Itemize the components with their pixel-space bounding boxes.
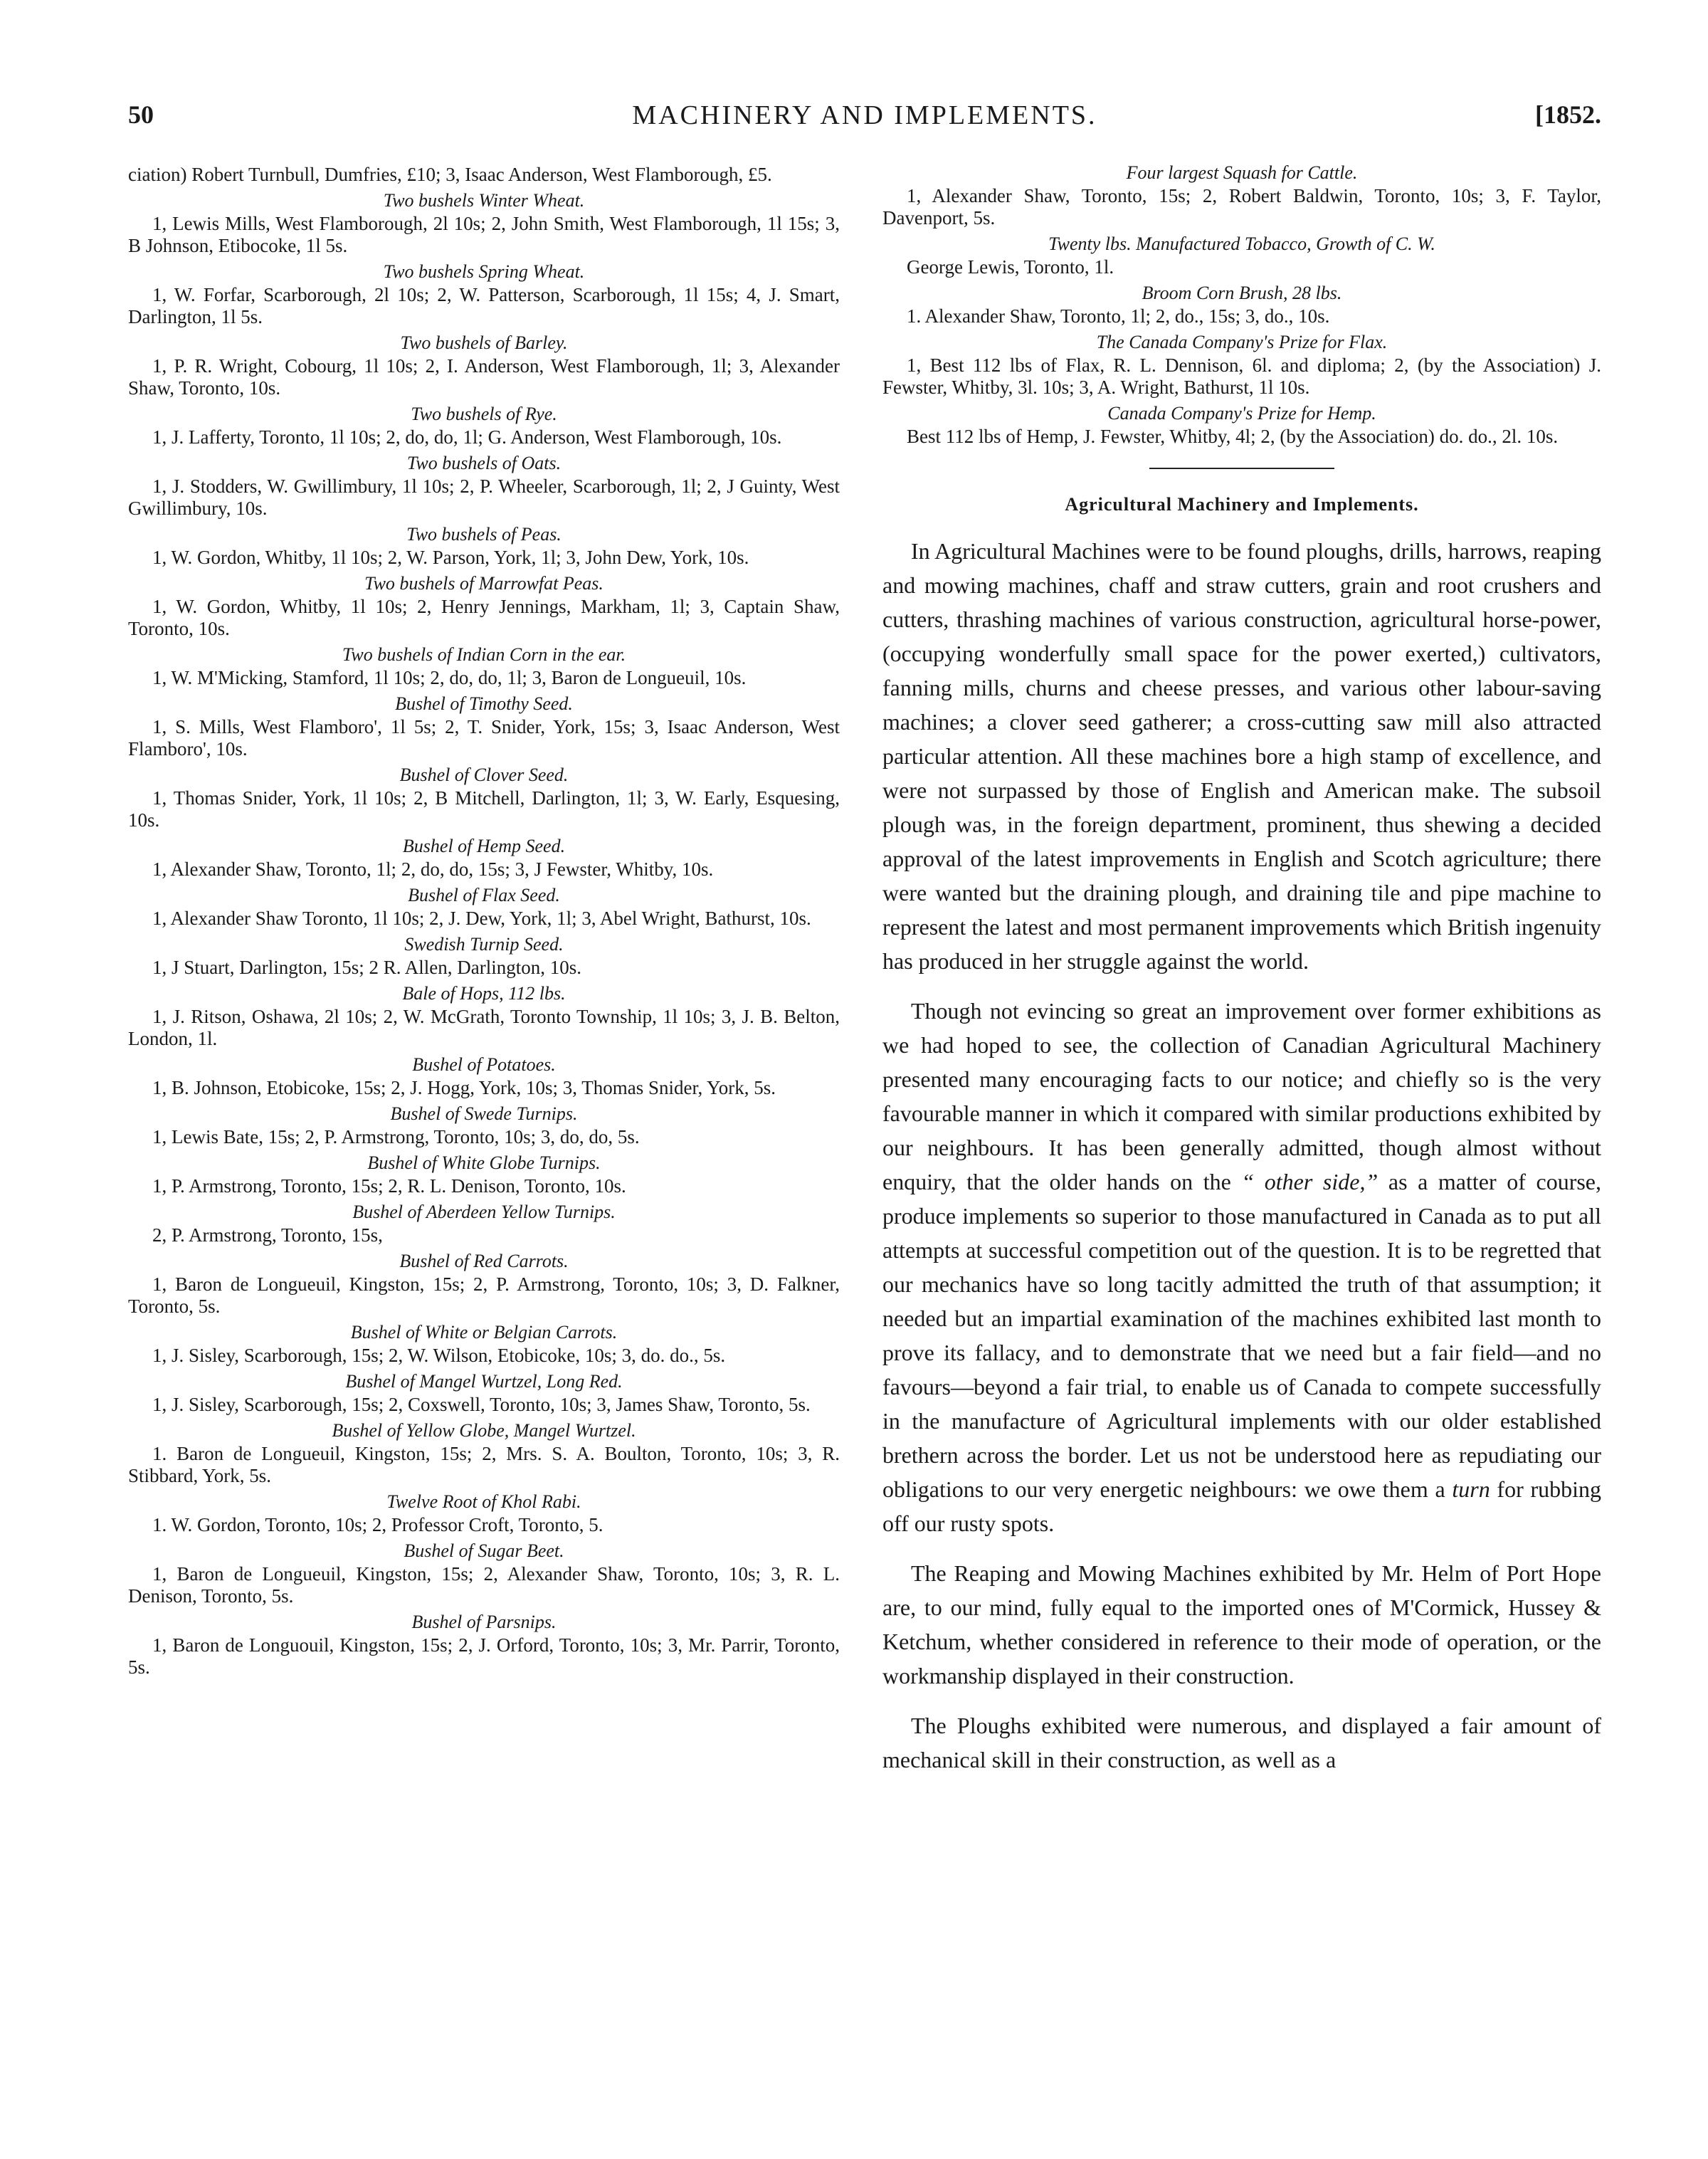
- prize-entry: 1, Lewis Bate, 15s; 2, P. Armstrong, Toronto, 10s; 3, do, do, 5s.: [152, 1126, 640, 1147]
- prize-entry: 1, Lewis Mills, West Flamborough, 2l 10s; 2, John Smith, West Flamborough, 1l 15s; 3, B Johnson, Etibocoke, 1l 5s.: [128, 213, 840, 256]
- prize-category-heading: Broom Corn Brush, 28 lbs.: [1142, 283, 1342, 303]
- prize-entry: 1, Alexander Shaw, Toronto, 1l; 2, do, do, 15s; 3, J Fewster, Whitby, 10s.: [152, 858, 714, 880]
- prize-entry: 1, Alexander Shaw Toronto, 1l 10s; 2, J. Dew, York, 1l; 3, Abel Wright, Bathurst, 10s.: [152, 908, 811, 929]
- prize-category-heading: Two bushels of Indian Corn in the ear.: [342, 644, 626, 665]
- page-number: 50: [128, 100, 154, 129]
- prize-category-heading: Swedish Turnip Seed.: [404, 934, 564, 955]
- prize-category-heading: Bushel of Timothy Seed.: [395, 693, 573, 714]
- prize-entry: George Lewis, Toronto, 1l.: [907, 256, 1114, 278]
- prize-entry: 1. W. Gordon, Toronto, 10s; 2, Professor Croft, Toronto, 5.: [152, 1514, 603, 1535]
- prize-entry: 1. Baron de Longueuil, Kingston, 15s; 2, Mrs. S. A. Boulton, Toronto, 10s; 3, R. Stibbard, York, 5s.: [128, 1443, 840, 1486]
- article-paragraph-1: In Agricultural Machines were to be found ploughs, drills, harrows, reaping and mowing machines, chaff and straw cutters, grain and root crushers and cutters, thrashing machines of various construction, agricultural horse-power, (occupying wonderfully small space for the power exerted,) cultivators, fanning mills, churns and cheese presses, and various other labour-saving machines; a clover seed gatherer; a cross-cutting saw mill also attracted particular attention. All these machines bore a high stamp of excellence, and were not surpassed by those of English and American make. The subsoil plough was, in the foreign department, prominent, thus shewing a decided approval of the latest improvements in English and Scotch agriculture; there were wanted but the draining plough, and draining tile and pipe machine to represent the latest and most permanent improvements which British ingenuity has produced in her struggle against the world.: [882, 538, 1601, 974]
- prize-category-heading: Two bushels of Marrowfat Peas.: [364, 573, 603, 594]
- page-header: [128, 100, 1601, 142]
- prize-category-heading: Two bushels of Peas.: [406, 524, 562, 545]
- prize-category-heading: Bushel of Mangel Wurtzel, Long Red.: [345, 1371, 623, 1392]
- right-column: [882, 158, 1601, 1792]
- prize-category-heading: Bushel of Aberdeen Yellow Turnips.: [352, 1202, 616, 1222]
- paragraph-2-emphasis-turn: turn: [1452, 1476, 1490, 1502]
- article-title: Agricultural Machinery and Implements.: [1065, 494, 1419, 515]
- prize-entry: 1, J. Sisley, Scarborough, 15s; 2, W. Wilson, Etobicoke, 10s; 3, do. do., 5s.: [152, 1345, 726, 1366]
- prize-category-heading: Bushel of Sugar Beet.: [404, 1540, 564, 1561]
- prize-category-heading: Two bushels of Oats.: [406, 453, 562, 473]
- prize-entry: 1, J. Lafferty, Toronto, 1l 10s; 2, do, do, 1l; G. Anderson, West Flamborough, 10s.: [152, 426, 782, 448]
- article-paragraph-3: The Reaping and Mowing Machines exhibited by Mr. Helm of Port Hope are, to our mind, fully equal to the imported ones of M'Cormick, Hussey & Ketchum, whether considered in reference to their mode of operation, or the workmanship displayed in their construction.: [882, 1560, 1601, 1688]
- prize-category-heading: Twenty lbs. Manufactured Tobacco, Growth of C. W.: [1048, 233, 1435, 254]
- prize-entry: 1, Alexander Shaw, Toronto, 15s; 2, Robert Baldwin, Toronto, 10s; 3, F. Taylor, Davenport, 5s.: [882, 185, 1601, 228]
- left-column: [128, 164, 840, 1679]
- prize-entry: 1, J. Ritson, Oshawa, 2l 10s; 2, W. McGrath, Toronto Township, 1l 10s; 3, J. B. Belton, London, 1l.: [128, 1006, 840, 1049]
- prize-entry: 1, Baron de Longueuil, Kingston, 15s; 2, P. Armstrong, Toronto, 10s; 3, D. Falkner, Toronto, 5s.: [128, 1273, 840, 1317]
- prize-category-heading: Bushel of Flax Seed.: [408, 885, 560, 905]
- prize-category-heading: Bushel of Swede Turnips.: [390, 1103, 578, 1124]
- prize-category-heading: Bushel of Parsnips.: [411, 1612, 557, 1632]
- prize-entry: 1, J. Stodders, W. Gwillimbury, 1l 10s; 2, P. Wheeler, Scarborough, 1l; 2, J Guinty, West Gwillimbury, 10s.: [128, 476, 840, 519]
- paragraph-2-text-c: for rubbing off our rusty spots.: [882, 1476, 1602, 1536]
- prize-entry: 1, Best 112 lbs of Flax, R. L. Dennison, 6l. and diploma; 2, (by the Association) J. Fewster, Whitby, 3l. 10s; 3, A. Wright, Bathurst, 1l 10s.: [882, 354, 1601, 398]
- paragraph-2-emphasis: “ other side,”: [1241, 1169, 1378, 1194]
- prize-category-heading: Two bushels of Barley.: [400, 332, 568, 353]
- prize-entry: 1, W. Gordon, Whitby, 1l 10s; 2, Henry Jennings, Markham, 1l; 3, Captain Shaw, Toronto, 10s.: [128, 596, 840, 639]
- prize-entry: 1, W. Gordon, Whitby, 1l 10s; 2, W. Parson, York, 1l; 3, John Dew, York, 10s.: [152, 547, 749, 568]
- prize-category-heading: Canada Company's Prize for Hemp.: [1107, 403, 1376, 424]
- prize-entry: Best 112 lbs of Hemp, J. Fewster, Whitby, 4l; 2, (by the Association) do. do., 2l. 10s.: [907, 426, 1559, 447]
- prize-category-heading: Twelve Root of Khol Rabi.: [386, 1491, 581, 1512]
- continued-entry: ciation) Robert Turnbull, Dumfries, £10; 3, Isaac Anderson, West Flamborough, £5.: [128, 164, 772, 185]
- prize-list-left: [128, 189, 840, 1679]
- article-paragraph-4: The Ploughs exhibited were numerous, and displayed a fair amount of mechanical skill in their construction, as well as a: [882, 1713, 1601, 1772]
- prize-category-heading: Bushel of Potatoes.: [412, 1054, 556, 1075]
- paragraph-2-text-b: as a matter of course, produce implements so superior to those manufactured in Canada as to put all attempts at successful competition out of the question. It is to be regretted that our mechanics have so long tacitly admitted the truth of that assumption; it needed but an impartial examination of the machines exhibited last month to prove its fallacy, and to demonstrate that we need but a fair field—and no favours—beyond a fair trial, to enable us of Canada to compete successfully in the manufacture of Agricultural implements with our older established brethern across the border. Let us not be understood here as repudiating our obligations to our very energetic neighbours: we owe them a: [882, 1169, 1602, 1502]
- running-year: [1852.: [1535, 100, 1601, 129]
- prize-category-heading: Two bushels of Rye.: [411, 404, 557, 424]
- prize-category-heading: Bushel of White Globe Turnips.: [367, 1152, 601, 1173]
- prize-category-heading: Four largest Squash for Cattle.: [1126, 162, 1358, 183]
- prize-category-heading: Bushel of Hemp Seed.: [402, 836, 566, 856]
- prize-category-heading: Two bushels Winter Wheat.: [383, 190, 585, 211]
- prize-entry: 1, W. Forfar, Scarborough, 2l 10s; 2, W. Patterson, Scarborough, 1l 15s; 4, J. Smart, Darlington, 1l 5s.: [128, 284, 840, 327]
- prize-entry: 1, W. M'Micking, Stamford, 1l 10s; 2, do, do, 1l; 3, Baron de Longueuil, 10s.: [152, 667, 747, 688]
- prize-category-heading: Bushel of White or Belgian Carrots.: [350, 1322, 618, 1343]
- prize-entry: 1, Baron de Longuouil, Kingston, 15s; 2, J. Orford, Toronto, 10s; 3, Mr. Parrir, Toronto, 5s.: [128, 1634, 840, 1678]
- prize-category-heading: The Canada Company's Prize for Flax.: [1096, 332, 1388, 352]
- prize-entry: 2, P. Armstrong, Toronto, 15s,: [152, 1224, 383, 1246]
- prize-entry: 1, J. Sisley, Scarborough, 15s; 2, Coxswell, Toronto, 10s; 3, James Shaw, Toronto, 5s.: [152, 1394, 811, 1415]
- prize-list-right: [882, 162, 1601, 448]
- prize-category-heading: Bushel of Yellow Globe, Mangel Wurtzel.: [332, 1420, 636, 1441]
- prize-entry: 1, Thomas Snider, York, 1l 10s; 2, B Mitchell, Darlington, 1l; 3, W. Early, Esquesing, 10s.: [128, 787, 840, 831]
- prize-entry: 1. Alexander Shaw, Toronto, 1l; 2, do., 15s; 3, do., 10s.: [907, 305, 1330, 327]
- section-divider: [1149, 468, 1334, 469]
- prize-entry: 1, P. Armstrong, Toronto, 15s; 2, R. L. Denison, Toronto, 10s.: [152, 1175, 626, 1197]
- prize-category-heading: Bushel of Clover Seed.: [399, 765, 569, 785]
- prize-entry: 1, S. Mills, West Flamboro', 1l 5s; 2, T. Snider, York, 15s; 3, Isaac Anderson, West Flamboro', 10s.: [128, 716, 840, 760]
- paragraph-2-text-a: Though not evincing so great an improvement over former exhibitions as we had hoped to see, the collection of Canadian Agricultural Machinery presented many encouraging facts to our notice; and chiefly so is the very favourable manner in which it compared with similar productions exhibited by our neighbours. It has been generally admitted, though almost without enquiry, that the older hands on the: [882, 998, 1601, 1194]
- running-title: MACHINERY AND IMPLEMENTS.: [632, 100, 1097, 130]
- prize-entry: 1, P. R. Wright, Cobourg, 1l 10s; 2, I. Anderson, West Flamborough, 1l; 3, Alexander Shaw, Toronto, 10s.: [128, 355, 840, 399]
- article-paragraph-2: [882, 994, 1601, 1540]
- prize-category-heading: Two bushels Spring Wheat.: [383, 261, 585, 282]
- prize-entry: 1, Baron de Longueuil, Kingston, 15s; 2, Alexander Shaw, Toronto, 10s; 3, R. L. Denison, Toronto, 5s.: [128, 1563, 840, 1607]
- prize-category-heading: Bale of Hops, 112 lbs.: [402, 983, 566, 1004]
- prize-entry: 1, J Stuart, Darlington, 15s; 2 R. Allen, Darlington, 10s.: [152, 957, 581, 978]
- prize-category-heading: Bushel of Red Carrots.: [399, 1251, 569, 1271]
- prize-entry: 1, B. Johnson, Etobicoke, 15s; 2, J. Hogg, York, 10s; 3, Thomas Snider, York, 5s.: [152, 1077, 776, 1098]
